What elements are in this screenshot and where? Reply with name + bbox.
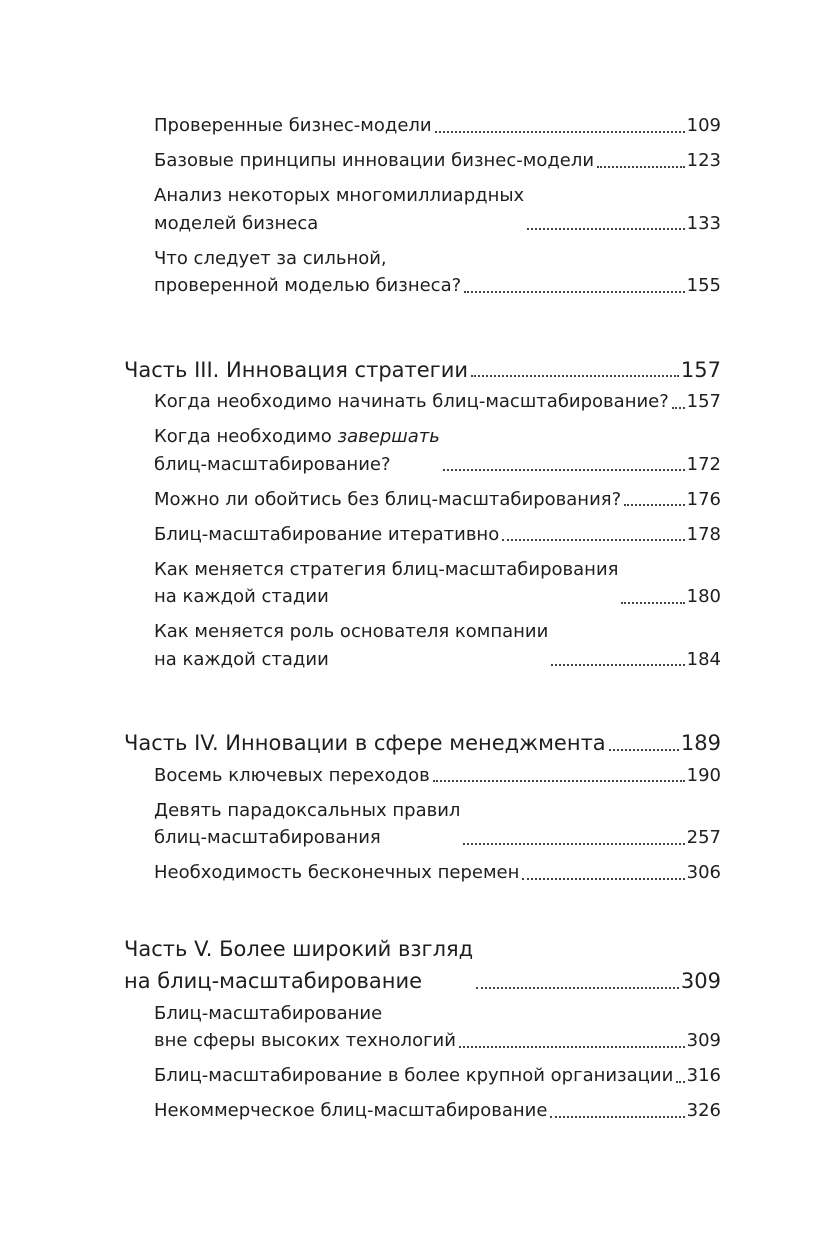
toc-entry-title: Как меняется роль основателя компании на каждой стадии — [154, 621, 549, 670]
table-of-contents — [124, 112, 721, 1125]
dot-leader — [459, 1045, 685, 1048]
toc-page-number: 157 — [680, 357, 721, 382]
toc-entry-title: Когда необходимо начинать блиц-масштабирование? — [154, 391, 669, 412]
toc-page-number: 157 — [686, 391, 721, 412]
toc-entry-title: Блиц-масштабирование в более крупной организации — [154, 1065, 674, 1086]
toc-entry-title: Что следует за сильной, проверенной моделью бизнеса? — [154, 247, 462, 296]
toc-entry — [154, 486, 721, 514]
toc-page-number: 190 — [686, 764, 721, 786]
toc-part-title: Часть IV. Инновации в сфере менеджмента — [124, 731, 606, 755]
dot-leader — [624, 503, 684, 506]
toc-entry — [154, 1000, 721, 1055]
dot-leader — [672, 406, 685, 409]
toc-part-title: Часть V. Более широкий взгляд на блиц-масштабирование — [124, 936, 474, 993]
toc-entry — [154, 147, 721, 175]
toc-page-number: 178 — [686, 523, 721, 545]
dot-leader — [443, 468, 685, 471]
toc-page-number: 180 — [686, 586, 721, 607]
toc-entry-title: Некоммерческое блиц-масштабирование — [154, 1100, 548, 1121]
toc-entry — [154, 762, 721, 790]
toc-entry-title: Восемь ключевых переходов — [154, 764, 430, 786]
toc-part-heading — [124, 933, 721, 998]
toc-entry — [154, 1062, 721, 1090]
dot-leader — [435, 130, 685, 133]
toc-page-number: 309 — [680, 969, 721, 993]
toc-page-number: 176 — [686, 488, 721, 510]
toc-entry-title: Как меняется стратегия блиц-масштабирования на каждой стадии — [154, 558, 619, 607]
toc-entry — [154, 618, 721, 673]
toc-entry — [154, 182, 721, 237]
toc-entry-title: Когда необходимо завершать блиц-масштабирование? — [154, 426, 440, 475]
toc-entry — [154, 245, 721, 300]
dot-leader — [433, 779, 685, 782]
toc-page-number: 309 — [686, 1030, 721, 1051]
toc-entry-title: Анализ некоторых многомиллиардных моделей бизнеса — [154, 185, 525, 234]
toc-entry-title: Блиц-масштабирование итеративно — [154, 523, 500, 545]
toc-entry — [154, 112, 721, 140]
dot-leader — [502, 538, 684, 541]
dot-leader — [471, 374, 679, 377]
toc-entry — [154, 423, 721, 478]
dot-leader — [597, 165, 685, 168]
toc-entry-title: Проверенные бизнес-модели — [154, 115, 432, 136]
toc-entry — [154, 859, 721, 887]
toc-page-number: 109 — [686, 115, 721, 136]
toc-entry — [154, 1097, 721, 1125]
dot-leader — [476, 986, 679, 989]
toc-page-number: 326 — [686, 1100, 721, 1121]
toc-entry-title: Блиц-масштабирование вне сферы высоких технологий — [154, 1002, 456, 1051]
toc-entry — [154, 797, 721, 852]
toc-page-number: 133 — [686, 212, 721, 234]
toc-page-number: 306 — [686, 862, 721, 883]
toc-page-number: 172 — [686, 453, 721, 475]
toc-entry-title: Можно ли обойтись без блиц-масштабирования? — [154, 488, 622, 510]
dot-leader — [609, 748, 679, 751]
dot-leader — [464, 290, 684, 293]
emphasized-word: завершать — [337, 426, 440, 447]
toc-entry-title: Девять парадоксальных правил блиц-масштабирования — [154, 799, 461, 848]
dot-leader — [621, 601, 684, 604]
dot-leader — [550, 1115, 684, 1118]
dot-leader — [522, 877, 684, 880]
toc-page-number: 316 — [686, 1065, 721, 1086]
dot-leader — [463, 842, 684, 845]
toc-page-number: 257 — [686, 827, 721, 848]
toc-page-number: 184 — [686, 648, 721, 670]
toc-entry — [154, 521, 721, 549]
dot-leader — [527, 227, 684, 230]
toc-entry — [154, 388, 721, 416]
dot-leader — [676, 1080, 684, 1083]
toc-page-number: 123 — [686, 150, 721, 171]
toc-part-heading — [124, 354, 721, 387]
toc-page-number: 155 — [686, 275, 721, 296]
toc-part-heading — [124, 727, 721, 760]
toc-entry — [154, 556, 721, 611]
toc-part-title: Часть III. Инновация стратегии — [124, 357, 468, 382]
toc-entry-title: Базовые принципы инновации бизнес-модели — [154, 150, 595, 171]
toc-entry-title: Необходимость бесконечных перемен — [154, 862, 520, 883]
dot-leader — [551, 663, 684, 666]
toc-page-number: 189 — [680, 731, 721, 755]
